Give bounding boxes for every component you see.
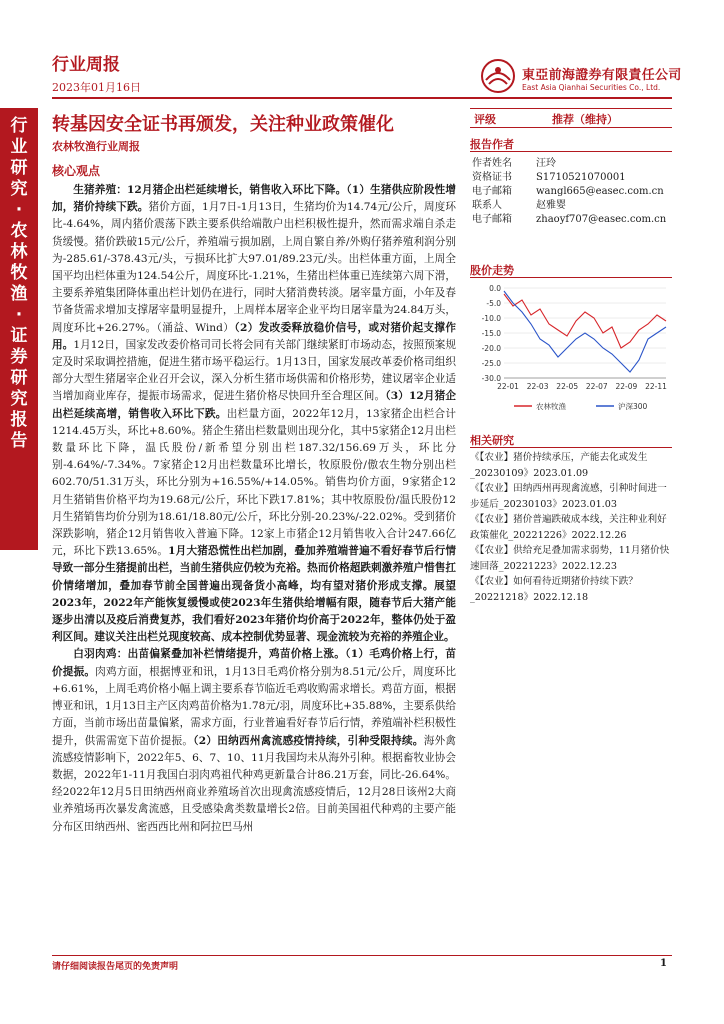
footer-divider [52, 955, 672, 956]
chart-y-tick: -5.0 [486, 299, 501, 308]
hog-text-2: 1月12日，国家发改委价格司司长将会同有关部门继续紧盯市场动态，按照预案规定及时采取调控措施，促进生猪市场平稳运行。1月13日，国家发展改革委价格司组织部分大型生猪屠宰企业召开会议，深入分析生猪市场供需和价格形势，建议屠宰企业适当增加商业库存，提振市场需求，促进生猪价格尽快回升至合理区间。 [52, 338, 457, 403]
company-name-cn: 東亞前海證券有限責任公司 [522, 68, 682, 83]
company-name-en: East Asia Qianhai Securities Co., Ltd. [522, 83, 661, 92]
chicken-text-2: 海外禽流感疫情影响下，2022年5、6、7、10、11月我国均未从海外引种。根据畜牧业协会数据，2022年1-11月我国白羽肉鸡祖代种鸡更新量合计86.21万套，同比-26.64%。经2022年12月5日田纳西州商业养殖场首次出现禽流感疫情后，12月28日该州2大商业养殖场再次暴发禽流感，且受感染禽类数量增长2倍。目前美国祖代种鸡的主要产能分布区田纳西州、密西西比州和阿拉巴马州 [52, 734, 457, 833]
author-key: 联系人 [472, 200, 502, 211]
author-value[interactable]: wangl665@easec.com.cn [536, 186, 664, 197]
chart-divider [470, 277, 672, 278]
chart-legend-label: 农林牧渔 [536, 402, 566, 411]
core-views-heading: 核心观点 [52, 164, 101, 178]
related-item[interactable]: 《【农业】猪价普遍跌破成本线，关注种业利好政策催化_20221226》2022.12.26 [470, 514, 667, 541]
author-key: 电子邮箱 [472, 214, 512, 225]
related-item[interactable]: 《【农业】猪价持续承压，产能去化或发生_20230109》2023.01.09 [470, 452, 648, 479]
chart-y-tick: -30.0 [481, 374, 501, 383]
author-row [472, 210, 666, 225]
chart-x-tick: 22-11 [645, 382, 667, 391]
paragraph-chicken [52, 646, 456, 835]
author-heading: 报告作者 [470, 138, 514, 151]
author-row [472, 182, 664, 197]
chicken-text-1: 肉鸡方面，根据博亚和讯，1月13日毛鸡价格分别为8.51元/公斤，周度环比+6.61%，上周毛鸡价格小幅上调主要系春节临近毛鸡收购需求增长。鸡苗方面，根据博亚和讯，1月13日主产区肉鸡苗价格为1.78元/羽，周度环比+35.88%，主要系供给方面，当前市场出苗量偏紧，需求方面，行业普遍看好春节后行情，养殖端补栏积极性提升，供需需宽下苗价提振。 [52, 665, 456, 747]
author-value: 赵雅婴 [536, 200, 566, 211]
footer-disclaimer[interactable]: 请仔细阅读报告尾页的免责声明 [52, 962, 179, 972]
author-row [472, 168, 626, 183]
author-value: 汪玲 [536, 158, 556, 169]
author-row [472, 196, 566, 211]
chart-x-tick: 22-09 [615, 382, 638, 391]
price-chart [470, 282, 672, 422]
author-key: 电子邮箱 [472, 186, 512, 197]
page-number: 1 [660, 958, 667, 969]
chart-y-tick: -25.0 [481, 359, 501, 368]
company-logo-icon [480, 58, 516, 94]
header-divider [52, 97, 672, 99]
rating-value: 推荐（维持） [552, 113, 618, 126]
hog-point-2: （2）发改委释放稳价信号，或对猪价起支撑作用。 [52, 321, 456, 351]
chicken-lead: 白羽肉鸡：出苗偏紧叠加补栏情绪提升，鸡苗价格上涨。（1）毛鸡价格上行，苗价提振。 [52, 648, 456, 678]
report-type: 行业周报 [52, 55, 120, 75]
author-key: 作者姓名 [472, 158, 512, 169]
hog-text-1: 猪价方面，1月7日-1月13日，生猪均价为14.74元/公斤，周度环比-4.64%，周内猪价震荡下跌主要系供给端散户出栏积极性提升，然而需求端自杀走货缓慢。猪价跌破15元/公斤，养殖端亏损加剧，上周自繁自养/外购仔猪养殖利润分别为-285.61/-378.43元/头，亏损环比扩大97.01/89.23元/头。出栏体重方面，上周全国平均出栏体重为124.54公斤，周度环比-1.21%，生猪出栏体重已连续第六周下滑，主要系养殖集团降体重出栏计划仍在进行，同时大猪消费转淡。屠宰量方面，小年及春节备货需求增加支撑屠宰量明显提升，上周样本屠宰企业平均日屠宰量为24.84万头，周度环比+26.27%。（涌益、Wind） [52, 201, 456, 334]
hog-outlook: 1月大猪恐慌性出栏加剧，叠加养殖端普遍不看好春节后行情导致一部分生猪提前出栏，当前生猪供应仍较为充裕。热而价格超跌刺激养殖户惜售扛价情绪增加，叠加春节前全国普遍出现备货小高峰，均有望对猪价形成支撑。展望2023年，2022年产能恢复缓慢或使2023年生猪供给增幅有限，随春节后大猪产能逐步出清以及疫后消费复苏，我们看好2023年猪价均价高于2022年，整体仍处于盈利区间。建议关注出栏兑现度较高、成本控制优势显著、现金流较为充裕的养殖企业。 [52, 545, 456, 644]
chart-y-tick: -10.0 [481, 314, 501, 323]
related-heading: 相关研究 [470, 434, 514, 447]
report-subtitle: 农林牧渔行业周报 [52, 140, 140, 153]
related-item[interactable]: 《【农业】如何看待近期猪价持续下跌？_20221218》2022.12.18 [470, 576, 638, 603]
report-body [52, 182, 456, 836]
hog-point-3: （3）12月猪企出栏延续高增，销售收入环比下跌。 [52, 390, 456, 420]
author-value: S1710521070001 [536, 172, 626, 183]
chart-y-tick: -20.0 [481, 344, 501, 353]
price-chart-heading: 股价走势 [470, 264, 514, 277]
chart-x-tick: 22-03 [526, 382, 549, 391]
paragraph-hog [52, 182, 456, 646]
hog-text-3: 出栏量方面，2022年12月，13家猪企出栏合计1214.45万头，环比+8.60%。猪企生猪出栏数量则出现分化，其中5家猪企12月出栏数量环比下降，温氏股份/新希望分别出栏187.32/156.69万头，环比分别-4.64%/-7.34%。7家猪企12月出栏数量环比增长，牧原股份/傲农生物分别出栏602.70/51.31万头，环比分别为+16.55%/+14.05%。销售均价方面，9家猪企12月生猪销售价格平均为19.68元/公斤，环比下跌17.81%；其中牧原股份/温氏股份12月生猪销售均价分别为18.61/18.80元/公斤，环比分别-20.23%/-22.02%。受到猪价深跌影响，猪企12月销售收入普遍下降。12家上市猪企12月销售收入合计247.66亿元，环比下跌13.65%。 [52, 407, 457, 558]
chart-y-tick: 0.0 [489, 284, 501, 293]
report-title: 转基因安全证书再颁发，关注种业政策催化 [52, 114, 394, 135]
chart-x-tick: 22-05 [556, 382, 579, 391]
related-item[interactable]: 《【农业】供给充足叠加需求弱势，11月猪价快速回落_20221223》2022.12.23 [470, 545, 670, 572]
report-date: 2023年01月16日 [52, 81, 141, 94]
chart-y-tick: -15.0 [481, 329, 501, 338]
related-item[interactable]: 《【农业】田纳西州再现禽流感，引种时间进一步延后_20230103》2023.01.03 [470, 483, 667, 510]
side-band-text: 行业研究·农林牧渔·证券研究报告 [10, 116, 28, 451]
author-value[interactable]: zhaoyf707@easec.com.cn [536, 214, 667, 225]
hog-lead: 生猪养殖：12月猪企出栏延续增长，销售收入环比下降。（1）生猪供应阶段性增加，猪价持续下跌。 [52, 184, 456, 214]
chart-x-tick: 22-01 [497, 382, 519, 391]
chart-x-tick: 22-07 [585, 382, 608, 391]
author-divider [470, 151, 672, 152]
chicken-point-2: （2）田纳西州禽流感疫情持续，引种受限持续。 [193, 734, 424, 747]
related-divider [470, 447, 672, 448]
rating-label: 评级 [474, 113, 496, 126]
author-row [472, 154, 556, 169]
author-key: 资格证书 [472, 172, 512, 183]
chart-legend-label: 沪深300 [618, 402, 648, 411]
